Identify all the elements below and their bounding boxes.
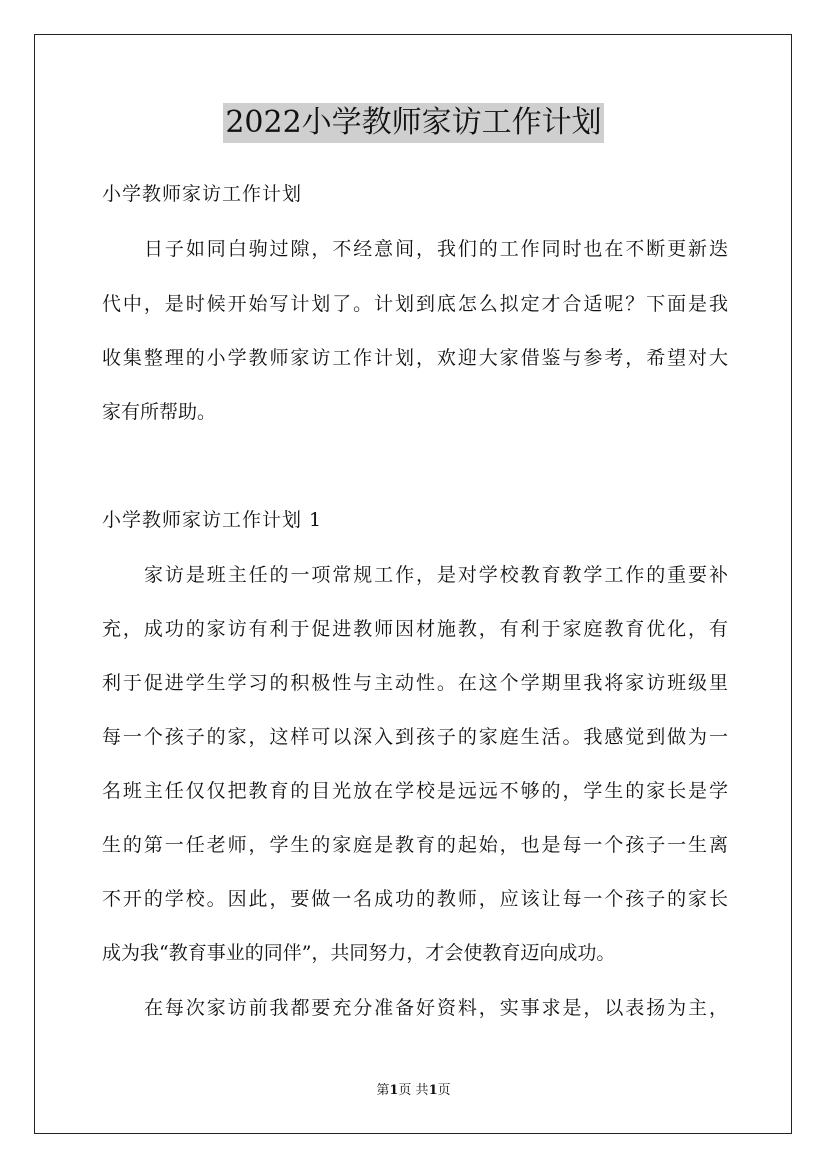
- body-line-1: 家访是班主任的一项常规工作，是对学校教育教学工作的重要补: [144, 564, 728, 586]
- intro-line-1: 日子如同白驹过隙，不经意间，我们的工作同时也在不断更新迭: [144, 238, 728, 260]
- intro-line-4: 家有所帮助。: [102, 401, 217, 423]
- footer-prefix: 第: [376, 1083, 390, 1098]
- footer-suffix: 页: [437, 1083, 451, 1098]
- intro-line-2: 代中，是时候开始写计划了。计划到底怎么拟定才合适呢？下面是我: [102, 293, 728, 315]
- intro-line-3: 收集整理的小学教师家访工作计划，欢迎大家借鉴与参考，希望对大: [102, 347, 728, 369]
- body-line-5: 名班主任仅仅把教育的目光放在学校是远远不够的，学生的家长是学: [102, 780, 728, 802]
- body-line-8: 成为我“教育事业的同伴”，共同努力，才会使教育迈向成功。: [102, 942, 616, 964]
- body-line-2: 充，成功的家访有利于促进教师因材施教，有利于家庭教育优化，有: [102, 618, 728, 640]
- body-line-4: 每一个孩子的家，这样可以深入到孩子的家庭生活。我感觉到做为一: [102, 726, 728, 748]
- footer-page-number: 1: [389, 1083, 399, 1098]
- title-container: [0, 103, 827, 143]
- body-line-9: 在每次家访前我都要充分准备好资料，实事求是，以表扬为主，: [144, 997, 728, 1019]
- footer-page-total: 1: [428, 1083, 438, 1098]
- body-line-3: 利于促进学生学习的积极性与主动性。在这个学期里我将家访班级里: [102, 672, 728, 694]
- body-line-6: 生的第一任老师，学生的家庭是教育的起始，也是每一个孩子一生离: [102, 834, 728, 856]
- section-heading: 小学教师家访工作计划 1: [102, 509, 323, 531]
- subtitle: 小学教师家访工作计划: [102, 183, 303, 205]
- footer-mid: 页 共: [398, 1083, 429, 1098]
- document-title: 2022小学教师家访工作计划: [223, 103, 603, 143]
- body-line-7: 不开的学校。因此，要做一名成功的教师，应该让每一个孩子的家长: [102, 888, 728, 910]
- page-footer: [0, 1083, 827, 1099]
